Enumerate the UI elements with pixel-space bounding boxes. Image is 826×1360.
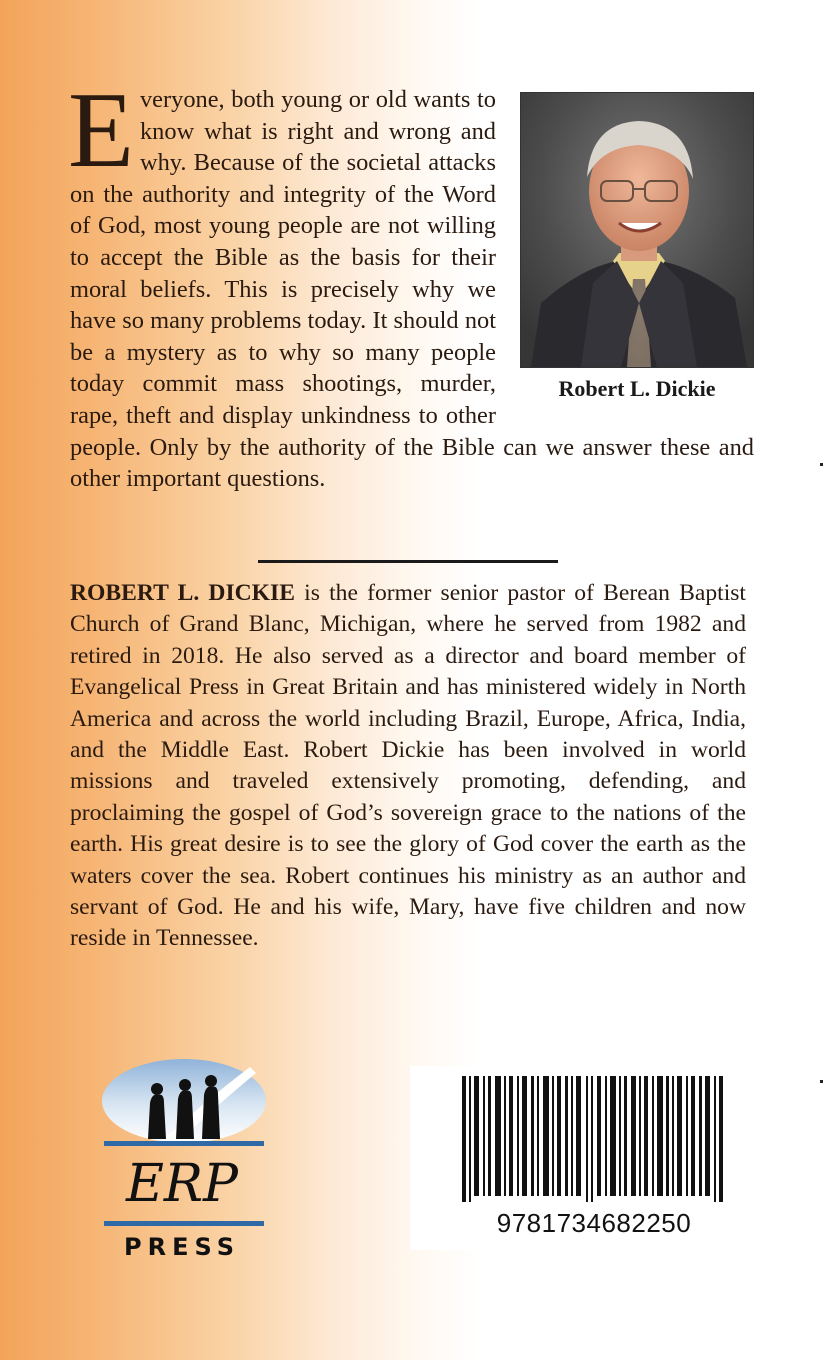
author-photo-caption: Robert L. Dickie [558,376,716,401]
section-divider [258,560,558,563]
author-portrait-illustration [521,93,753,367]
author-bio-name: ROBERT L. DICKIE [70,580,295,606]
barcode-bars [462,1076,726,1202]
blurb-text: veryone, both young or old wants to know what is right and wrong and why. Because of the societal attacks on the authority and integrity of the Word of God, most young people are not willing to accept the Bible as the basis for their moral beliefs. This is precisely why we have so many problems today. It should not be a mystery as to why so many people today commit mass shootings, murder, rape, theft and display unkindness to other people. Only by the authority of the Bible can we answer these and other important questions. [70,86,754,493]
back-cover-blurb [68,71,754,495]
logo-letters: ERP [125,1154,239,1214]
print-speck [820,463,823,466]
author-photo-block [520,92,754,402]
erp-press-logo-graphic [100,1055,270,1260]
drop-cap: E [68,71,134,190]
isbn-number: 9781734682250 [496,1208,692,1238]
publisher-logo [100,1055,270,1260]
print-speck [820,1080,823,1083]
author-bio [70,578,746,955]
isbn-barcode [410,1066,728,1250]
logo-word: PRESS [124,1233,240,1260]
author-bio-text: is the former senior pastor of Berean Baptist Church of Grand Blanc, Michigan, where he served from 1982 and retired in 2018. He also served as a director and board member of Evangelical Press in Great Britain and has ministered widely in North America and across the world including Brazil, Europe, Africa, India, and the Middle East. Robert Dickie has been involved in world missions and traveled extensively promoting, defending, and proclaiming the gospel of God’s sovereign grace to the nations of the earth. His great desire is to see the glory of God cover the earth as the waters cover the sea. Robert continues his ministry as an author and servant of God. He and his wife, Mary, have five children and now reside in Tennessee. [70,580,746,952]
author-photo [520,92,754,368]
